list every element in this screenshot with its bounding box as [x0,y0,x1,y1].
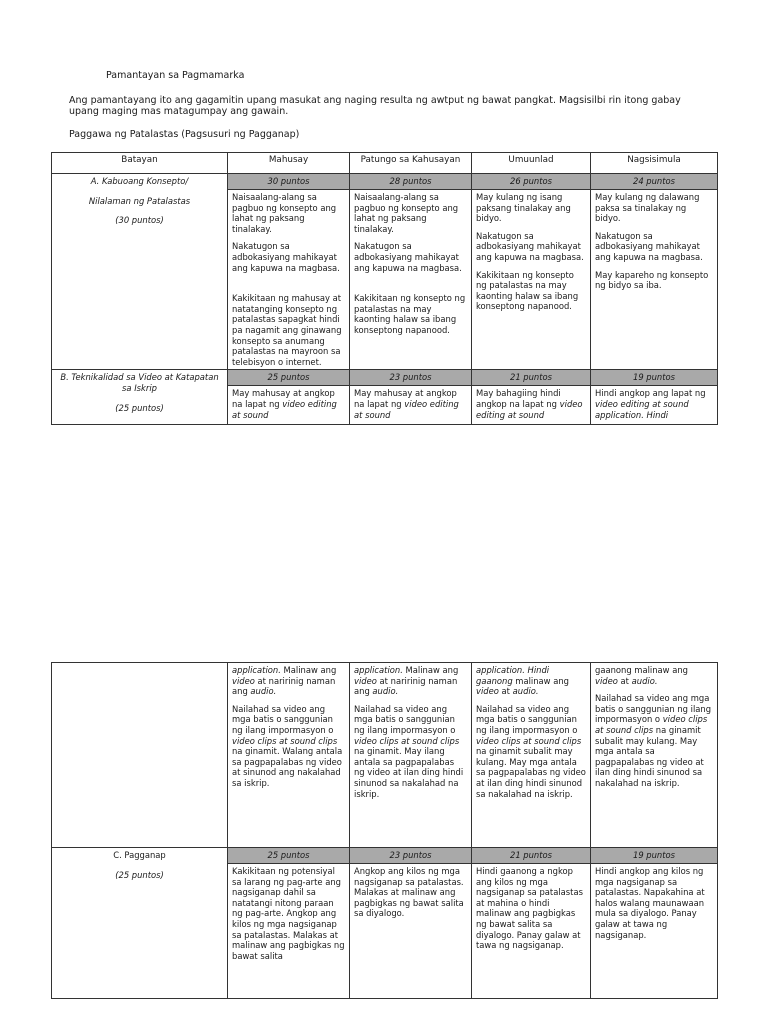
description-text: Kakikitaan ng konsepto ng patalastas na may kaonting halaw sa ibang konseptong napanood. [354,293,466,335]
points-cell: 21 puntos [472,370,591,386]
points-row [52,174,718,190]
description-cell [350,663,472,848]
points-row [52,370,718,386]
description-text: video editing at sound [232,398,337,420]
description-text: May kulang ng dalawang paksa sa tinalakay ng bidyo. [595,192,700,224]
rubric-table-part-1 [51,152,718,425]
description-text: Nailahad sa video ang mga batis o sanggunian ng ilang impormasyon o video clips at sound clips na ginamit. May ilang antala sa pagpapalabas ng video at ilan ding hindi sinunod sa nakalahad na iskrip. [354,703,464,799]
points-cell: 23 puntos [350,370,472,386]
criterion-cell [52,174,228,370]
criterion-points: (25 puntos) [115,869,164,880]
description-text: Nakatugon sa adbokasiyang mahikayat ang kapuwa na magbasa. [595,230,703,262]
criterion-cell [52,848,228,999]
description-row [52,663,718,848]
description-text: Naisaalang-alang sa pagbuo ng konsepto ang lahat ng paksang tinalakay. [354,192,459,234]
points-cell: 26 puntos [472,174,591,190]
points-cell: 25 puntos [228,848,350,864]
description-cell [228,864,350,999]
description-text: May bahagiing hindi angkop na lapat ng [476,388,561,409]
description-cell [591,864,718,999]
intro-paragraph [69,95,719,117]
header-mahusay: Mahusay [228,153,350,174]
description-text: May mahusay at angkop na lapat ng [232,388,335,409]
header-batayan: Batayan [52,153,228,174]
header-patungo: Patungo sa Kahusayan [350,153,472,174]
description-text: Naisaalang-alang sa pagbuo ng konsepto ang lahat ng paksang tinalakay. [232,192,337,234]
description-cell [472,190,591,370]
points-cell: 19 puntos [591,848,718,864]
description-cell [350,386,472,425]
description-cell [350,864,472,999]
description-text: application. Hindi gaanong malinaw ang video at audio. [476,665,569,697]
header-umuunlad: Umuunlad [472,153,591,174]
criterion-label: Nilalaman ng Patalastas [88,195,191,206]
intro-line: upang maging mas matagumpay ang gawain. [69,106,289,117]
description-text: May kapareho ng konsepto ng bidyo sa iba. [595,269,709,291]
description-text: Nailahad sa video ang mga batis o sanggunian ng ilang impormasyon o video clips at sound clips na ginamit subalit may kulang. May mga antala sa pagpapalabas ng video at ilan ding hindi sinunod sa nakalahad na iskrip. [476,703,586,799]
description-text: video editing at sound [476,398,583,420]
description-cell [228,386,350,425]
points-cell: 30 puntos [228,174,350,190]
document-title: Pamantayan sa Pagmamarka [106,70,245,81]
description-text: Hindi angkop ang lapat ng [595,388,706,399]
description-cell [228,663,350,848]
description-text: gaanong malinaw ang video at audio. [595,665,688,686]
points-row [52,848,718,864]
criterion-label: B. Teknikalidad sa Video at Katapatan sa Iskrip [60,372,219,393]
description-cell [591,190,718,370]
description-text: video editing at sound [354,398,459,420]
rubric-table-part-2 [51,662,718,999]
criterion-cell [52,370,228,425]
description-text: Nailahad sa video ang mga batis o sanggunian ng ilang impormasyon o video clips at sound clips na ginamit subalit may kulang. May mga antala sa pagpapalabas ng video at ilan ding hindi sinunod sa nakalahad na iskrip. [595,693,712,788]
description-text: Angkop ang kilos ng mga nagsiganap sa patalastas. Malakas at malinaw ang pagbigkas ng bawat salita sa diyalogo. [354,866,464,919]
description-text: Hindi angkop ang kilos ng mga nagsiganap sa patalastas. Napakahina at halos walang maunawaan mula sa diyalogo. Panay galaw at tawa ng nagsiganap. [595,866,705,940]
description-text: Kakikitaan ng konsepto ng patalastas na may kaonting halaw sa ibang konseptong napanood. [476,269,579,312]
points-cell: 23 puntos [350,848,472,864]
section-subtitle: Paggawa ng Patalastas (Pagsusuri ng Pagganap) [69,129,300,140]
criterion-cell-empty [52,663,228,848]
description-cell [591,663,718,848]
description-cell [472,864,591,999]
points-cell: 25 puntos [228,370,350,386]
criterion-points: (30 puntos) [115,215,164,226]
description-text: video editing at sound application. Hindi [595,398,689,420]
points-cell: 21 puntos [472,848,591,864]
description-text: May kulang ng isang paksang tinalakay ang bidyo. [476,192,571,224]
criterion-label: A. Kabuoang Konsepto/ [90,176,189,186]
description-text: Nailahad sa video ang mga batis o sanggunian ng ilang impormasyon o video clips at sound clips na ginamit. Walang antala sa pagpapalabas ng video at sinunod ang nakalahad sa iskrip. [232,703,343,788]
points-cell: 24 puntos [591,174,718,190]
description-text: Kakikitaan ng potensiyal sa larang ng pag-arte ang nagsiganap dahil sa natatangi nitong paraan ng pag-arte. Angkop ang kilos ng mga nagsiganap sa patalastas. Malakas at malinaw ang pagbigkas ng bawat salita [232,866,345,961]
description-cell [228,190,350,370]
header-nagsisimula: Nagsisimula [591,153,718,174]
description-text: May mahusay at angkop na lapat ng [354,388,457,409]
points-cell: 19 puntos [591,370,718,386]
description-cell [591,386,718,425]
description-cell [472,386,591,425]
table-header-row [52,153,718,174]
description-text: Hindi gaanong a ngkop ang kilos ng mga nagsiganap sa patalastas at mahina o hindi malinaw ang pagbigkas ng bawat salita sa diyalogo. Panay galaw at tawa ng nagsiganap. [476,866,583,951]
description-text: application. Malinaw ang video at naririnig naman ang audio. [232,665,337,697]
description-text: application. Malinaw ang video at naririnig naman ang audio. [354,665,459,697]
description-text: Nakatugon sa adbokasiyang mahikayat ang kapuwa na magbasa. [232,241,340,273]
description-cell [472,663,591,848]
description-text: Nakatugon sa adbokasiyang mahikayat ang kapuwa na magbasa. [476,230,584,262]
description-cell [350,190,472,370]
description-text: Kakikitaan ng mahusay at natatanging konsepto ng patalastas sapagkat hindi pa nagamit ang ginawang konsepto sa anumang patalastas na mayroon sa telebisyon o internet. [232,293,342,367]
criterion-label: C. Pagganap [113,850,166,860]
points-cell: 28 puntos [350,174,472,190]
criterion-points: (25 puntos) [115,402,164,413]
intro-line: Ang pamantayang ito ang gagamitin upang masukat ang naging resulta ng awtput ng bawat pangkat. Magsisilbi rin itong gabay [69,95,681,106]
description-text: Nakatugon sa adbokasiyang mahikayat ang kapuwa na magbasa. [354,241,462,273]
